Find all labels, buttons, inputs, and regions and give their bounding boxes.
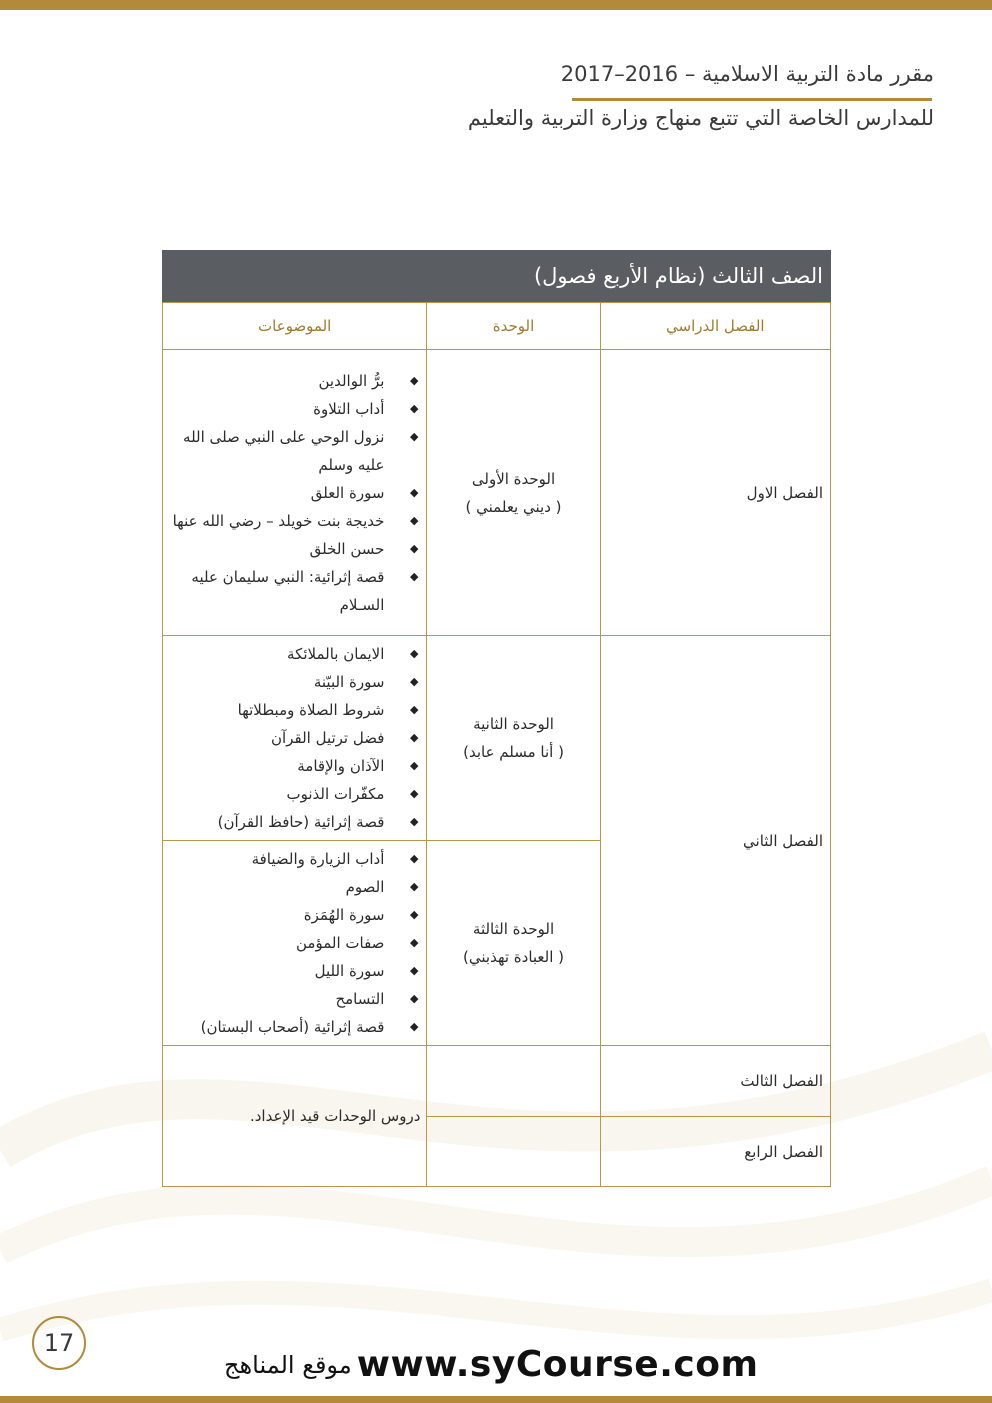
list-item: ◆ نزول الوحي على النبي صلى الله عليه وسلم	[167, 423, 420, 479]
unit-3-name: الوحدة الثالثة	[472, 920, 555, 938]
unit-3-cell	[427, 841, 600, 1046]
bottom-accent-bar	[0, 1396, 992, 1403]
list-item: ◆ برُّ الوالدين	[167, 367, 420, 395]
topic-list	[167, 367, 420, 619]
diamond-bullet-icon: ◆	[409, 401, 419, 415]
empty-unit-cell	[427, 1117, 600, 1187]
list-item: ◆ سورة الليل	[167, 957, 420, 985]
header-divider	[572, 98, 932, 101]
footer-site	[220, 1344, 780, 1385]
list-item: ◆ سورة الهُمَزة	[167, 901, 420, 929]
diamond-bullet-icon: ◆	[409, 373, 419, 387]
table-row-unit-1	[163, 350, 831, 636]
list-item: ◆ مكفّرات الذنوب	[167, 780, 420, 808]
list-item: ◆ قصة إثرائية (أصحاب البستان)	[167, 1013, 420, 1041]
diamond-bullet-icon: ◆	[409, 936, 419, 949]
diamond-bullet-icon: ◆	[409, 675, 419, 688]
header-topics: الموضوعات	[163, 303, 427, 350]
site-url-link[interactable]: www.syCourse.com	[356, 1344, 759, 1385]
header-semester: الفصل الدراسي	[600, 303, 830, 350]
unit-2-name: الوحدة الثانية	[473, 715, 554, 733]
unit-1-name: الوحدة الأولى	[471, 469, 556, 488]
unit-1-topics	[163, 350, 427, 636]
pending-note: دروس الوحدات قيد الإعداد.	[163, 1046, 427, 1187]
empty-unit-cell	[427, 1046, 600, 1117]
list-item: ◆ سورة البيّنة	[167, 668, 420, 696]
diamond-bullet-icon: ◆	[409, 759, 419, 772]
unit-2-subtitle: ( أنا مسلم عابد)	[463, 743, 564, 761]
page-number: 17	[32, 1316, 86, 1370]
table-row-semester-3	[163, 1046, 831, 1117]
top-accent-bar	[0, 0, 992, 10]
diamond-bullet-icon: ◆	[409, 647, 419, 660]
diamond-bullet-icon: ◆	[409, 787, 419, 800]
site-label: موقع المناهج	[224, 1350, 352, 1379]
diamond-bullet-icon: ◆	[409, 541, 419, 555]
diamond-bullet-icon: ◆	[409, 908, 419, 921]
list-item: ◆ شروط الصلاة ومبطلاتها	[167, 696, 420, 724]
list-item: ◆ الصوم	[167, 873, 420, 901]
diamond-bullet-icon: ◆	[409, 485, 419, 499]
topic-list	[167, 640, 420, 836]
diamond-bullet-icon: ◆	[409, 731, 419, 744]
diamond-bullet-icon: ◆	[409, 852, 419, 865]
list-item: ◆ خديجة بنت خويلد – رضي الله عنها	[167, 507, 420, 535]
diamond-bullet-icon: ◆	[409, 992, 419, 1005]
table-title: الصف الثالث (نظام الأربع فصول)	[162, 250, 831, 302]
diamond-bullet-icon: ◆	[409, 815, 419, 828]
course-subtitle: للمدارس الخاصة التي تتبع منهاج وزارة التربية والتعليم	[467, 106, 934, 130]
list-item: ◆ الآذان والإقامة	[167, 752, 420, 780]
semester-third: الفصل الثالث	[600, 1046, 830, 1117]
unit-3-topics	[163, 841, 427, 1046]
course-title: مقرر مادة التربية الاسلامية – 2016–2017	[560, 62, 934, 86]
header-unit: الوحدة	[427, 303, 600, 350]
curriculum-grid	[162, 302, 831, 1187]
diamond-bullet-icon: ◆	[409, 964, 419, 977]
list-item: ◆ أداب الزيارة والضيافة	[167, 845, 420, 873]
list-item: ◆ صفات المؤمن	[167, 929, 420, 957]
table-row-unit-2	[163, 636, 831, 841]
unit-3-subtitle: ( العبادة تهذبني)	[463, 948, 565, 966]
topic-list	[167, 845, 420, 1041]
unit-1-subtitle: ( ديني يعلمني )	[465, 497, 562, 516]
list-item: ◆ سورة العلق	[167, 479, 420, 507]
diamond-bullet-icon: ◆	[409, 513, 419, 527]
list-item: ◆ التسامح	[167, 985, 420, 1013]
semester-first: الفصل الاول	[600, 350, 830, 636]
list-item: ◆ أداب التلاوة	[167, 395, 420, 423]
header-row	[163, 303, 831, 350]
semester-fourth: الفصل الرابع	[600, 1117, 830, 1187]
diamond-bullet-icon: ◆	[409, 880, 419, 893]
unit-2-cell	[427, 636, 600, 841]
diamond-bullet-icon: ◆	[409, 429, 419, 443]
diamond-bullet-icon: ◆	[409, 703, 419, 716]
semester-second: الفصل الثاني	[600, 636, 830, 1046]
unit-1-cell	[427, 350, 600, 636]
diamond-bullet-icon: ◆	[409, 1020, 419, 1033]
list-item: ◆ حسن الخلق	[167, 535, 420, 563]
diamond-bullet-icon: ◆	[409, 569, 419, 583]
list-item: ◆ قصة إثرائية: النبي سليمان عليه السـلام	[167, 563, 420, 619]
list-item: ◆ قصة إثرائية (حافظ القرآن)	[167, 808, 420, 836]
list-item: ◆ الايمان بالملائكة	[167, 640, 420, 668]
curriculum-table	[162, 250, 831, 1187]
list-item: ◆ فضل ترتيل القرآن	[167, 724, 420, 752]
unit-2-topics	[163, 636, 427, 841]
